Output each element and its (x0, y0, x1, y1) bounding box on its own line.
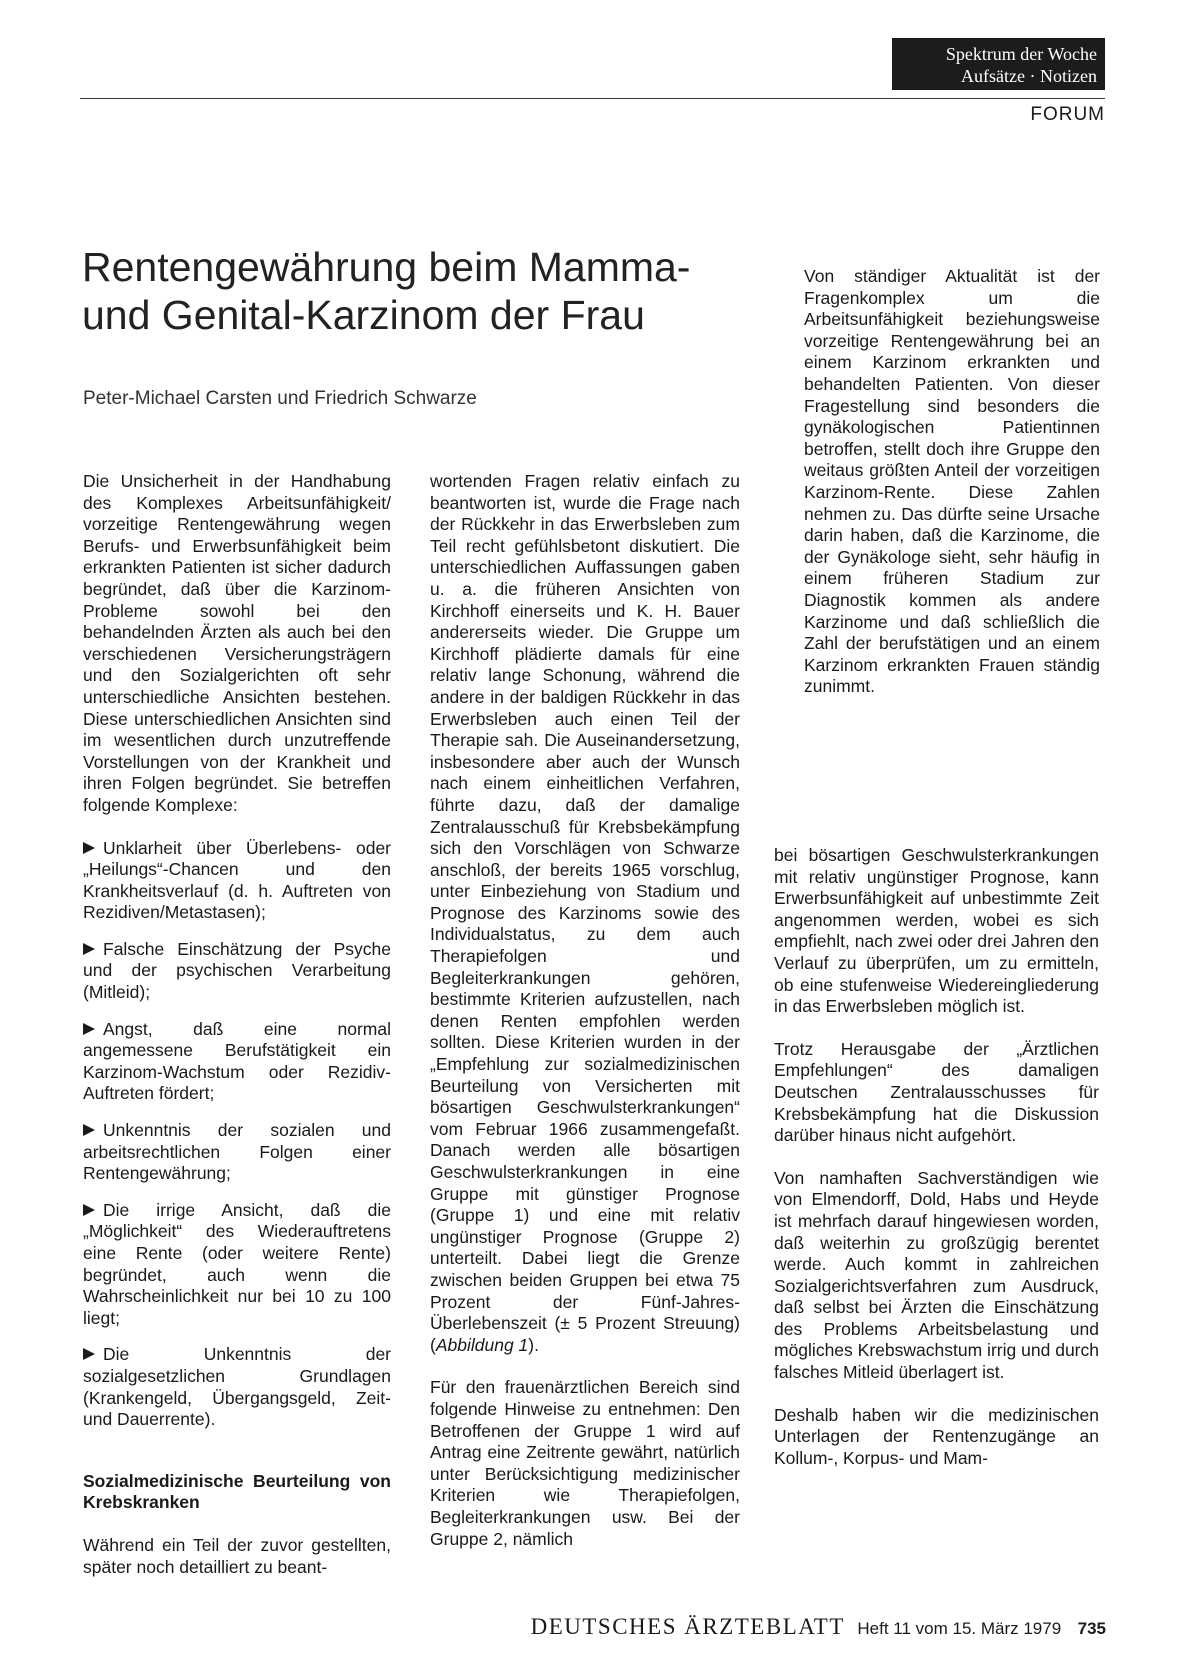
bullet-text: Die Unkenntnis der sozialgesetzlichen Grundlagen (Krankengeld, Übergangsgeld, Zeit- und Dauerrente). (83, 1344, 391, 1430)
header-rule (80, 98, 1105, 99)
column-1-paragraph-2: Während ein Teil der zuvor gestellten, später noch detailliert zu beant- (83, 1534, 391, 1577)
title-line-1: Rentengewährung beim Mamma- (82, 244, 691, 290)
column-2-paragraph-1 (430, 471, 740, 1356)
page-number: 735 (1077, 1619, 1106, 1638)
column-3-paragraph-2: Trotz Herausgabe der „Ärztlichen Empfehlungen“ des damaligen Deutschen Zentralausschusses für Krebsbekämpfung hat die Diskussion darüber hinaus nicht aufgehört. (774, 1038, 1099, 1146)
triangle-bullet-icon (83, 1124, 95, 1136)
bullet-item (83, 1019, 391, 1105)
column-2-paragraph-2: Für den frauenärztlichen Bereich sind folgende Hinweise zu entnehmen: Den Betroffenen der Gruppe 1 wird auf Antrag eine Zeitrente gewährt, natürlich unter Berücksichtigung medizinischer Kriterien wie Therapiefolgen, Begleiterkrankungen usw. Bei der Gruppe 2, nämlich (430, 1377, 740, 1549)
title-line-2: und Genital-Karzinom der Frau (82, 292, 645, 338)
triangle-bullet-icon (83, 1348, 95, 1360)
section-label (892, 38, 1105, 90)
page-footer (531, 1614, 1106, 1640)
column-3-paragraph-4: Deshalb haben wir die medizinischen Unterlagen der Rentenzugänge an Kollum-, Korpus- und Mam- (774, 1404, 1099, 1468)
bullet-item (83, 939, 391, 1004)
bullet-text: Die irrige Ansicht, daß die „Möglichkeit“ des Wiederauftretens eine Rente (oder weitere Rente) begründet, auch wenn die Wahrscheinlichkeit nur bei 10 zu 100 liegt; (83, 1199, 391, 1328)
column-3 (774, 845, 1099, 1469)
bullet-text: Angst, daß eine normal angemessene Berufstätigkeit ein Karzinom-Wachstum oder Rezidiv-Auftreten fördert; (83, 1018, 391, 1104)
bullet-text: Unklarheit über Überlebens- oder „Heilungs“-Chancen und den Krankheitsverlauf (d. h. Auftreten von Rezidiven/Metastasen); (83, 837, 391, 923)
column-3-paragraph-3: Von namhaften Sachverständigen wie von Elmendorff, Dold, Habs und Heyde ist mehrfach darauf hingewiesen worden, daß weiterhin zu großzügig berentet werde. Auch kommt in zahlreichen Sozialgerichtsverfahren zum Ausdruck, daß selbst bei Ärzten die Einschätzung des Problems Arbeitsbelastung und mögliches Krebswachstum irrig und durch falsches Mitleid überlagert ist. (774, 1167, 1099, 1383)
bullet-item (83, 838, 391, 924)
bullet-item (83, 1120, 391, 1185)
section-label-line2: Aufsätze · Notizen (961, 66, 1097, 86)
issue-info: Heft 11 vom 15. März 1979 (857, 1619, 1062, 1638)
bullet-item (83, 1200, 391, 1330)
column-3-paragraph-1: bei bösartigen Geschwulsterkrankungen mit relativ ungünstiger Prognose, kann Erwerbsunfähigkeit auf unbestimmte Zeit angenommen werden, wobei es sich empfiehlt, nach zwei oder drei Jahren den Verlauf zu überprüfen, um zu ermitteln, ob eine stufenweise Wiedereingliederung in das Erwerbsleben möglich ist. (774, 845, 1099, 1017)
figure-reference-link[interactable]: Abbildung 1 (435, 1334, 529, 1355)
column-2 (430, 471, 740, 1550)
section-subheading: Sozialmedizinische Beurteilung von Krebskranken (83, 1470, 391, 1513)
journal-name: DEUTSCHES ÄRZTEBLATT (530, 1614, 845, 1639)
bullet-text: Unkenntnis der sozialen und arbeitsrechtlichen Folgen einer Rentengewährung; (83, 1120, 391, 1184)
bullet-text: Falsche Einschätzung der Psyche und der psychischen Verarbeitung (Mitleid); (83, 938, 391, 1003)
triangle-bullet-icon (83, 1204, 95, 1216)
article-authors: Peter-Michael Carsten und Friedrich Schwarze (83, 388, 477, 409)
triangle-bullet-icon (83, 842, 95, 854)
bullet-item (83, 1344, 391, 1430)
column-2-paragraph-1-end: ). (528, 1334, 539, 1355)
column-2-paragraph-1-text: wortenden Fragen relativ einfach zu beantworten ist, wurde die Frage nach der Rückkehr in das Erwerbsleben zum Teil recht gefühlsbetont diskutiert. Die unterschiedlichen Auffassungen gaben u. a. die früheren Ansichten von Kirchhoff einerseits und K. H. Bauer andererseits wieder. Die Gruppe um Kirchhoff plädierte damals für eine relativ lange Schonung, während die andere in der baldigen Rückkehr in das Erwerbsleben auch einen Teil der Therapie sah. Die Auseinandersetzung, insbesondere aber auch der Wunsch nach einem einheitlichen Verfahren, führte dazu, daß der damalige Zentralausschuß für Krebsbekämpfung sich den Vorschlägen von Schwarze anschloß, der bereits 1965 vorschlug, unter Einbeziehung von Stadium und Prognose des Karzinoms sowie des Individualstatus, zu dem auch Therapiefolgen und Begleiterkrankungen gehören, bestimmte Kriterien aufzustellen, nach denen Renten empfohlen werden sollten. Diese Kriterien wurden in der „Empfehlung zur sozialmedizinischen Beurteilung von Versicherten mit bösartigen Geschwulsterkrankungen“ vom Februar 1966 zusammengefaßt. Danach werden alle bösartigen Geschwulsterkrankungen in eine Gruppe mit günstiger Prognose (Gruppe 1) und eine mit relativ ungünstiger Prognose (Gruppe 2) unterteilt. Dabei liegt die Grenze zwischen beiden Gruppen bei etwa 75 Prozent der Fünf-Jahres-Überlebenszeit (± 5 Prozent Streuung) ( (430, 471, 740, 1355)
article-intro: Von ständiger Aktualität ist der Fragenkomplex um die Arbeitsunfähigkeit beziehungsweise vorzeitige Rentengewährung bei an einem Karzinom erkrankten und behandelten Patienten. Von dieser Fragestellung sind besonders die gynäkologischen Patientinnen betroffen, stellt doch ihre Gruppe den weitaus größten Anteil der vorzeitigen Karzinom-Rente. Diese Zahlen nehmen zu. Das dürfte seine Ursache darin haben, daß die Karzinome, die der Gynäkologe sieht, sehr häufig in einem früheren Stadium zur Diagnostik kommen als andere Karzinome und daß schließlich die Zahl der berufstätigen und an einem Karzinom erkrankten Frauen ständig zunimmt. (804, 266, 1100, 697)
triangle-bullet-icon (83, 1023, 95, 1035)
triangle-bullet-icon (83, 943, 95, 955)
column-1 (83, 471, 391, 1578)
rubric-label: FORUM (1030, 104, 1105, 125)
column-1-paragraph-1: Die Unsicherheit in der Handhabung des Komplexes Arbeitsunfähigkeit/ vorzeitige Rentengewährung wegen Berufs- und Erwerbsunfähigkeit beim erkrankten Patienten ist sicher dadurch begründet, daß über die Karzinom-Probleme sowohl bei den behandelnden Ärzten als auch bei den verschiedenen Versicherungsträgern und den Sozialgerichten oft sehr unterschiedliche Ansichten bestehen. Diese unterschiedlichen Ansichten sind im wesentlichen durch unzutreffende Vorstellungen von der Krankheit und ihren Folgen begründet. Sie betreffen folgende Komplexe: (83, 471, 391, 815)
article-title (82, 243, 732, 339)
section-label-line1: Spektrum der Woche (945, 44, 1097, 64)
